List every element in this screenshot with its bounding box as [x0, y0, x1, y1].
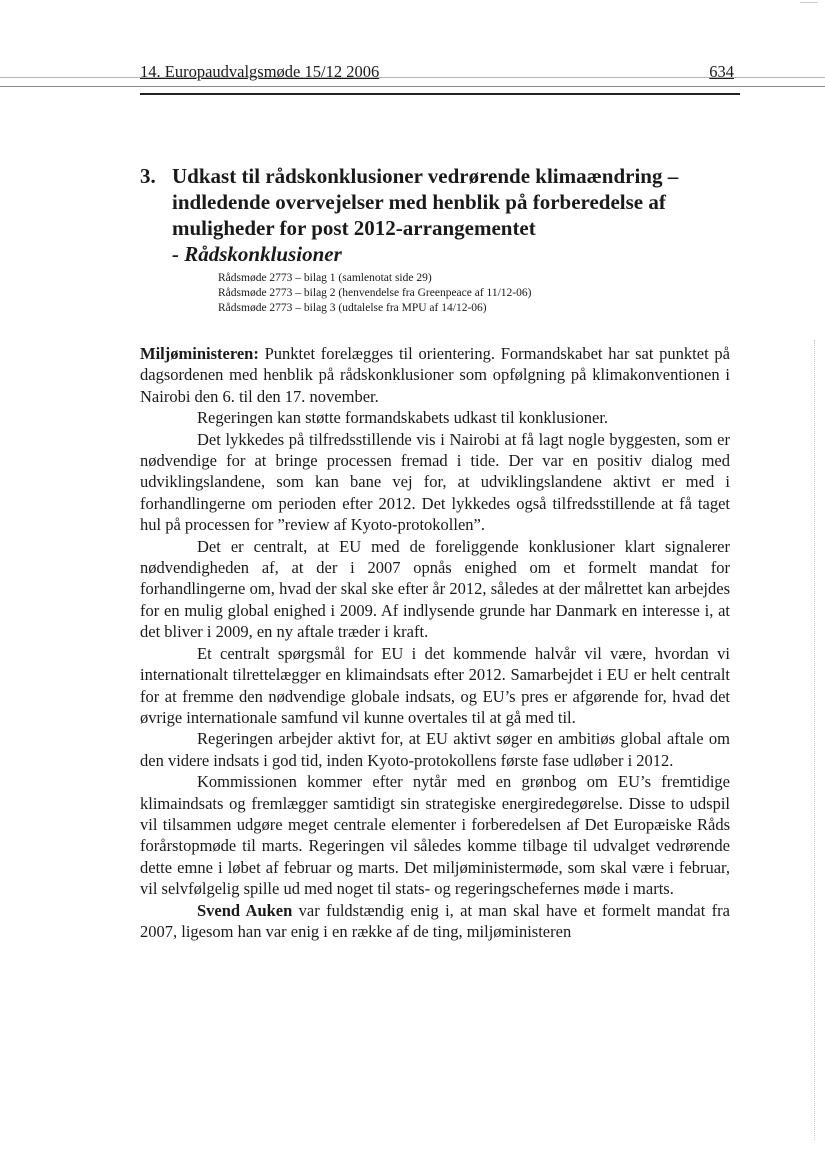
speaker-name: Svend Auken	[197, 900, 293, 920]
paragraph: Kommissionen kommer efter nytår med en grønbog om EU’s fremtidige klimaindsats og fremlægger samtidigt sin strategiske energiredegørelse. Disse to udspil vil tilsammen udgøre meget centrale elementer i forberedelsen af Det Europæiske Råds forårstopmøde til marts. Regeringen vil således komme tilbage til udvalget vedrørende dette emne i løbet af februar og marts. Det miljøministermøde, som skal være i februar, vil selvfølgelig spille ud med noget til stats- og regeringschefernes møde i marts.	[140, 772, 730, 899]
header-rule-thin	[0, 86, 825, 87]
scan-artifact	[800, 2, 818, 3]
paragraph: Det lykkedes på tilfredsstillende vis i Nairobi at få lagt nogle byggesten, som er nødvendige for at bringe processen fremad i tide. Der var en positiv dialog med udviklingslandene, som kan bane vej for, at udviklingslandene aktivt er med i forhandlingerne om perioden efter 2012. Det lykkedes også tilfredsstillende at få taget hul på processen for ”review af Kyoto-protokollen”.	[140, 429, 730, 535]
speaker-name: Miljøministeren:	[140, 344, 259, 363]
paragraph	[140, 900, 730, 943]
agenda-item	[140, 163, 740, 316]
agenda-number: 3.	[140, 164, 156, 188]
header-rule	[140, 93, 740, 95]
speech-text: var fuldstændig enig i, at man skal have et formelt mandat fra 2007, ligesom han var enig i en række af de ting, miljøministeren	[140, 900, 730, 941]
page-number: 634	[709, 62, 734, 81]
body-text	[140, 343, 730, 942]
paragraph: Et centralt spørgsmål for EU i det kommende halvår vil være, hvordan vi internationalt tilrettelægger en klimaindsats efter 2012. Samarbejdet i EU er helt centralt for at fremme den nødvendige globale indsats, og EU’s pres er afgørende for, hvad det øvrige internationale samfund vil kunne overtales til at gå med til.	[140, 643, 730, 727]
running-header	[140, 63, 734, 81]
header-title: 14. Europaudvalgsmøde 15/12 2006	[140, 62, 380, 81]
scan-margin-mark	[814, 340, 815, 1140]
paragraph: Regeringen kan støtte formandskabets udkast til konklusioner.	[197, 408, 609, 428]
reference-item: Rådsmøde 2773 – bilag 1 (samlenotat side 29)	[218, 272, 432, 284]
paragraph	[140, 343, 730, 407]
speech-text: Punktet forelægges til orientering. Formandskabet har sat punktet på dagsordenen med henblik på rådskonklusioner som opfølgning på klimakonventionen i Nairobi den 6. til den 17. november.	[140, 344, 730, 406]
paragraph: Regeringen arbejder aktivt for, at EU aktivt søger en ambitiøs global aftale om den videre indsats i god tid, inden Kyoto-protokollens første fase udløber i 2012.	[140, 729, 730, 770]
reference-item: Rådsmøde 2773 – bilag 2 (henvendelse fra Greenpeace af 11/12-06)	[218, 287, 532, 299]
paragraph: Det er centralt, at EU med de foreliggende konklusioner klart signalerer nødvendigheden af, at der i 2007 opnås enighed om et formelt mandat for forhandlingerne om, hvad der skal ske efter år 2012, således at der målrettet kan arbejdes for en mulig global enighed i 2009. Af indlysende grunde har Danmark en interesse i, at det bliver i 2009, en ny aftale træder i kraft.	[140, 536, 730, 642]
reference-item: Rådsmøde 2773 – bilag 3 (udtalelse fra MPU af 14/12-06)	[218, 302, 487, 314]
agenda-title: Udkast til rådskonklusioner vedrørende klimaændring – indledende overvejelser med henblik på forberedelse af muligheder for post 2012-arrangementet	[172, 164, 679, 240]
agenda-heading	[140, 163, 740, 241]
reference-list	[218, 271, 740, 316]
agenda-subtitle: - Rådskonklusioner	[172, 242, 342, 266]
